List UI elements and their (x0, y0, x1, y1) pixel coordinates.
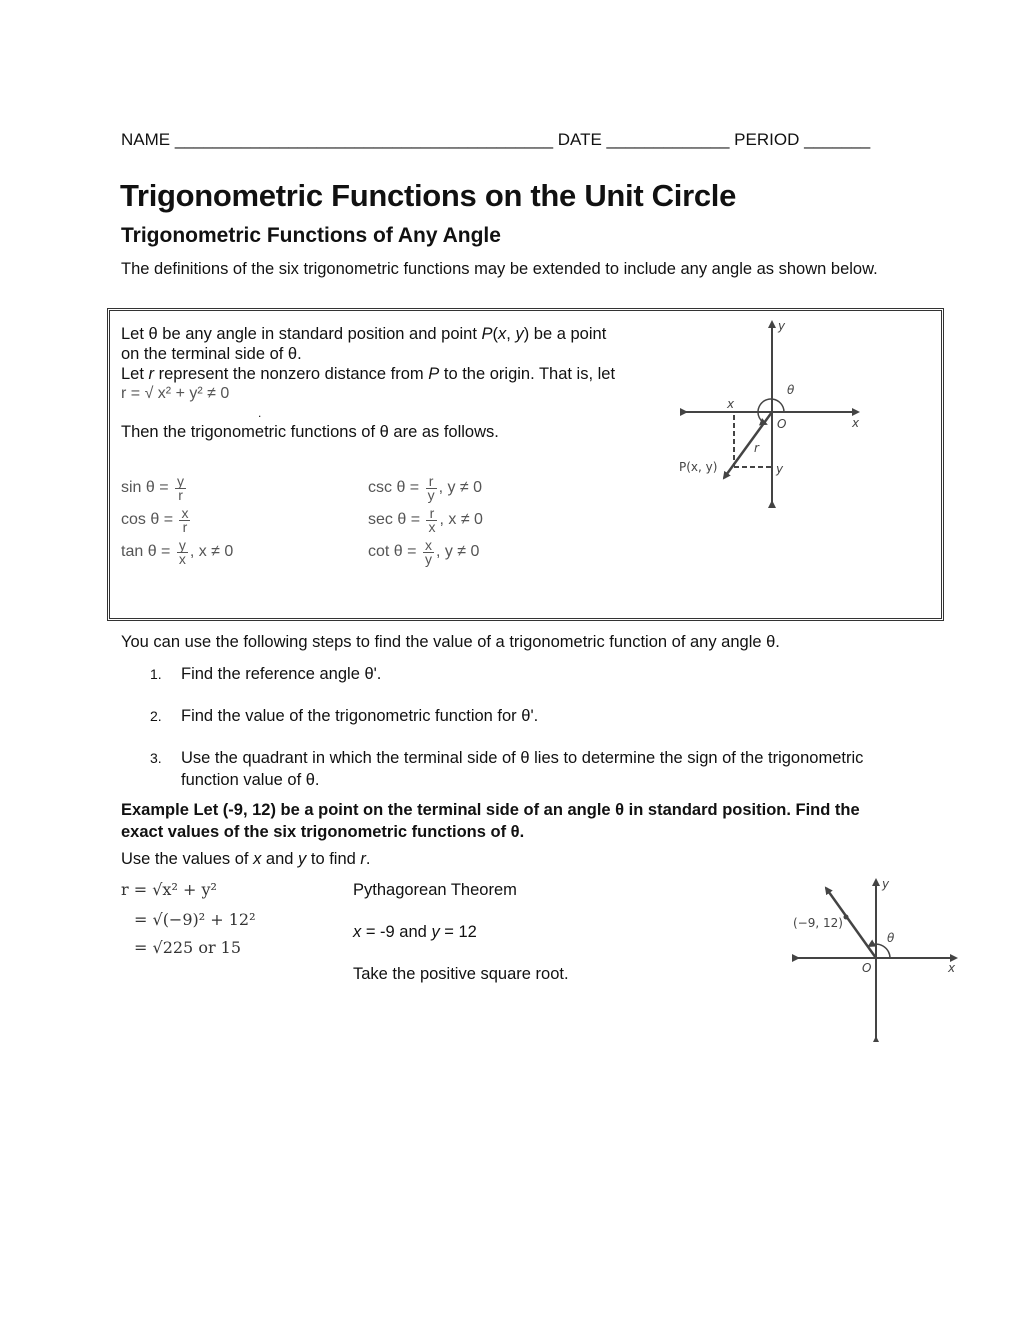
terminal-ray (724, 412, 772, 478)
x-axis-label: x (852, 416, 860, 430)
steps-intro: You can use the following steps to find the value of a trigonometric function of any angle θ. (121, 633, 780, 651)
sec-formula: sec θ = $\frac{r}{x}$ , x ≠ 0 (368, 504, 483, 535)
intro-paragraph: The definitions of the six trigonometric functions may be extended to include any angle as shown below. (121, 260, 878, 278)
sin-formula: sin θ = $\frac{y}{r}$ (121, 472, 185, 503)
origin-label: O (777, 417, 787, 431)
step-item: 1. Find the reference angle θ'. (150, 665, 382, 683)
r-definition: r = √ x² + y² ≠ 0 (121, 385, 230, 402)
example-diagram (792, 874, 962, 1042)
step-item: 2. Find the value of the trigonometric function for θ'. (150, 707, 539, 725)
formulas-right (368, 472, 483, 568)
csc-formula: csc θ = $\frac{r}{y}$ , y ≠ 0 (368, 472, 483, 503)
use-values-line: Use the values of x and y to find r. (121, 850, 371, 868)
theta-label: θ (787, 383, 795, 397)
origin-label: O (862, 961, 872, 975)
point-label: (−9, 12) (793, 916, 843, 930)
terminal-side-diagram (674, 316, 874, 508)
formulas-left (121, 472, 233, 568)
page-title: Trigonometric Functions on the Unit Circle (120, 178, 737, 213)
tan-formula: tan θ = $\frac{y}{x}$ , x ≠ 0 (121, 536, 234, 567)
section-subtitle: Trigonometric Functions of Any Angle (121, 224, 501, 247)
x-segment-label: x (727, 397, 735, 411)
work-note-3: Take the positive square root. (353, 965, 569, 983)
point-marker (844, 915, 849, 920)
work-note-2: x = -9 and y = 12 (353, 923, 477, 941)
r-segment-label: r (754, 441, 759, 455)
y-axis-label: y (882, 877, 890, 891)
work-eq-3: = √225 or 15 (134, 938, 242, 957)
cot-formula: cot θ = $\frac{x}{y}$ , y ≠ 0 (368, 536, 480, 567)
definition-line-2: on the terminal side of θ. (121, 345, 302, 363)
definition-line-4: Then the trigonometric functions of θ are as follows. (121, 423, 499, 441)
work-note-1: Pythagorean Theorem (353, 881, 517, 899)
x-axis-label: x (948, 961, 956, 975)
step-item: 3. Use the quadrant in which the terminal side of θ lies to determine the sign of the trigonometric function value of θ. (150, 749, 864, 789)
name-date-period-line[interactable]: NAME ________________________________________ DATE _____________ PERIOD _______ (121, 130, 871, 149)
point-p-label: P(x, y) (679, 460, 718, 474)
cos-formula: cos θ = $\frac{x}{r}$ (121, 504, 189, 535)
example-prompt: Example Let (-9, 12) be a point on the terminal side of an angle θ in standard position. Find the exact values of the six trigonometric functions of θ. (121, 801, 860, 841)
y-segment-label: y (776, 462, 784, 476)
y-axis-label: y (778, 319, 786, 333)
theta-label: θ (887, 931, 895, 945)
stray-dot: . (258, 406, 262, 420)
work-eq-2: = √(−9)² + 12² (134, 910, 256, 929)
work-eq-1: r = √x² + y² (121, 880, 217, 899)
definition-text (121, 324, 681, 442)
definition-line-1: Let θ be any angle in standard position and point P(x, y) be a point (121, 325, 607, 343)
definition-line-3: Let r represent the nonzero distance from P to the origin. That is, let (121, 365, 616, 383)
